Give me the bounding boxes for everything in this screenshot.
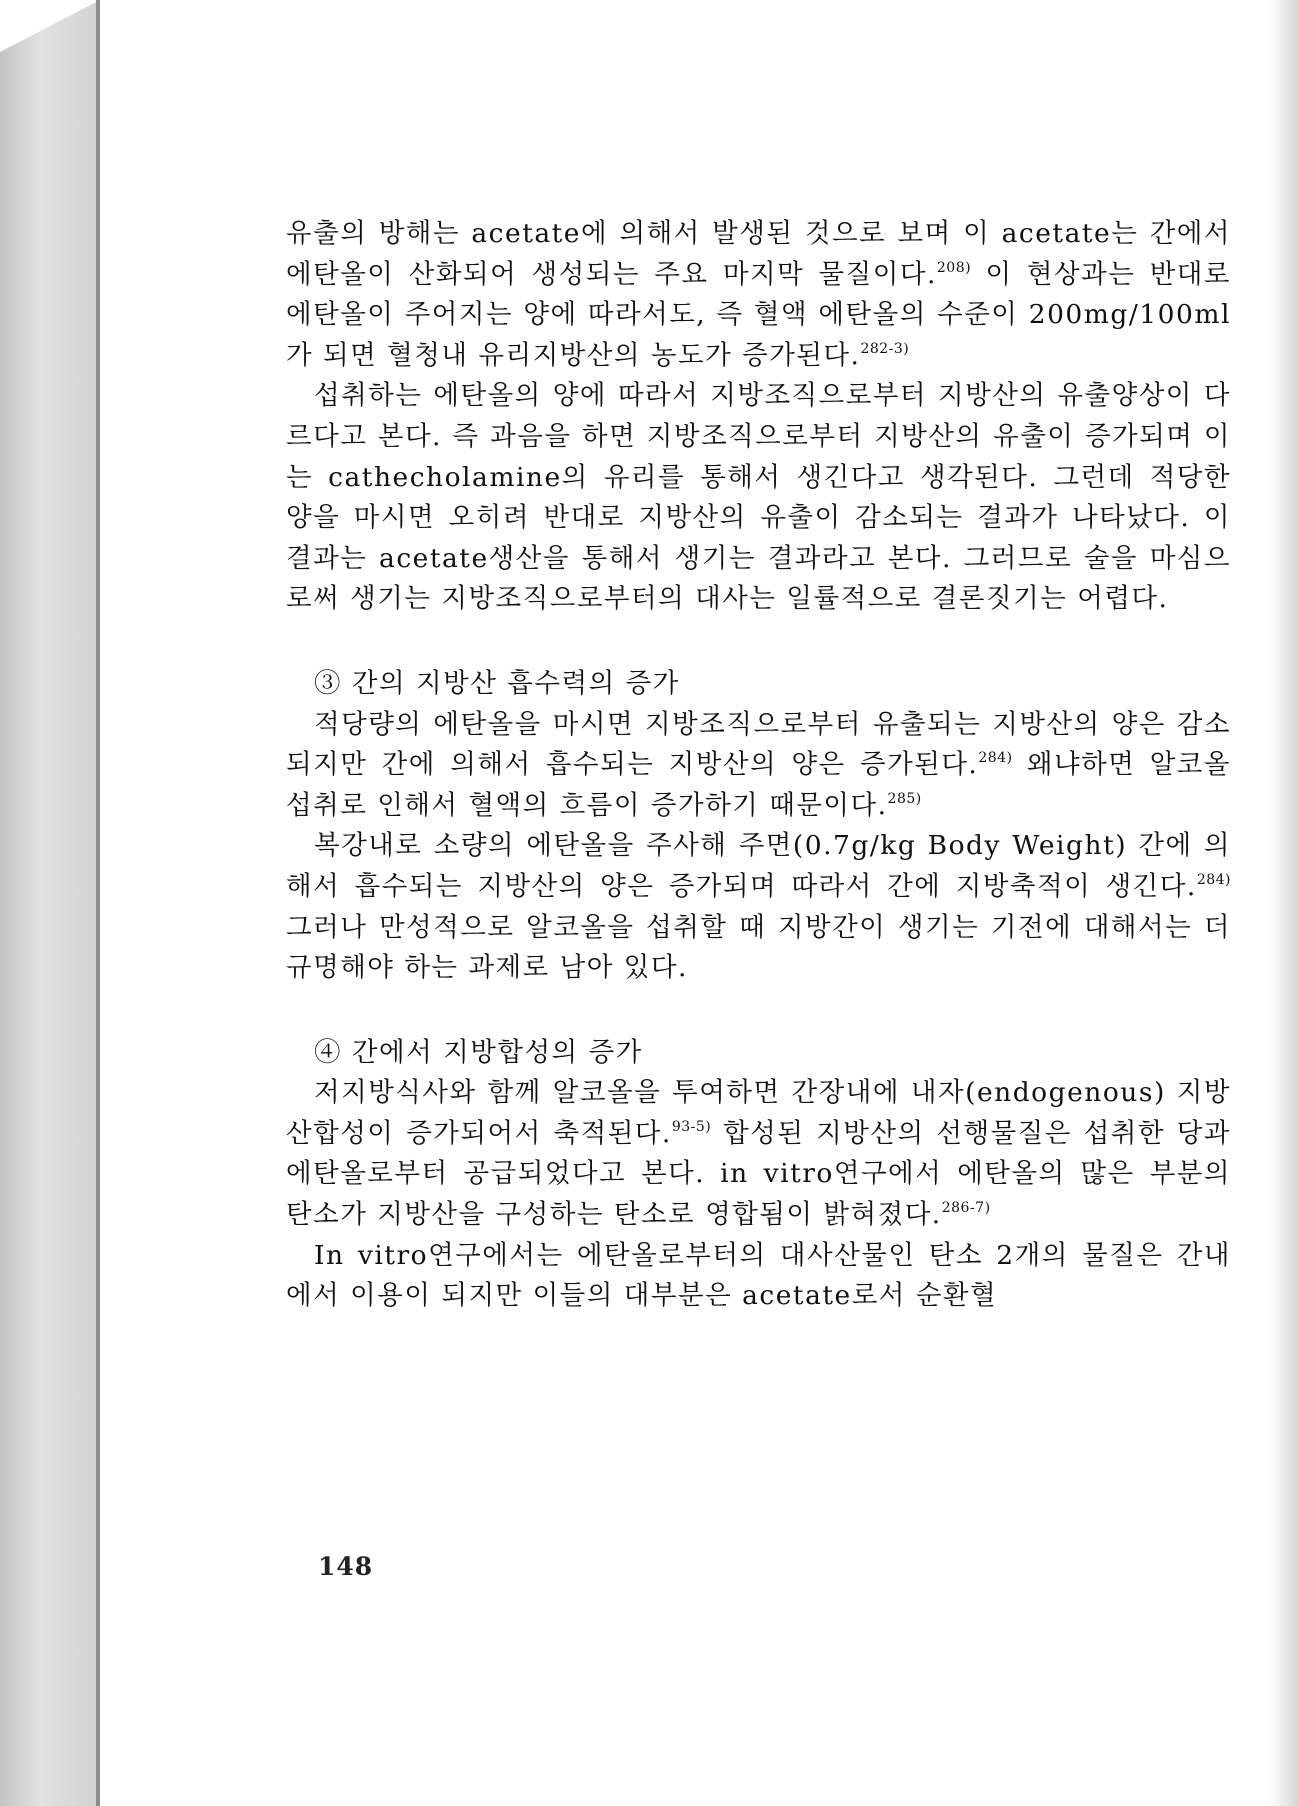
book-page [100,0,1270,1806]
page-edge-shadow [1270,0,1298,1806]
paragraph-injection [286,826,1231,988]
paragraph-liver-absorption [286,705,1231,827]
section-heading-3: ③ 간의 지방산 흡수력의 증가 [314,667,680,699]
citation-ref: 93-5) [671,1118,712,1135]
text-segment: In vitro연구에서는 에탄올로부터의 대사산물인 탄소 2개의 물질은 간내에서 이용이 되지만 이들의 대부분은 acetate로서 순환혈 [286,1239,1231,1312]
citation-ref: 285) [887,790,922,807]
text-segment: 저지방식사와 함께 알코올을 투여하면 간장내에 내자(endogenous) 지방산합성이 증가되어서 축적된다. [286,1077,1231,1149]
page-number: 148 [318,1552,374,1581]
paragraph-fat-synthesis [286,1073,1231,1235]
section-heading-4: ④ 간에서 지방합성의 증가 [314,1036,643,1068]
text-segment: 복강내로 소량의 에탄올을 주사해 주면(0.7g/kg Body Weight) 간에 의해서 흡수되는 지방산의 양은 증가되며 따라서 간에 지방축적이 생긴다. [286,830,1231,902]
text-segment: 왜냐하면 알코올 섭취로 인해서 혈액의 흐름이 증가하기 때문이다. [286,749,1231,821]
text-segment: 그러나 만성적으로 알코올을 섭취할 때 지방간이 생기는 기전에 대해서는 더 규명해야 하는 과제로 남아 있다. [286,911,1231,984]
citation-ref: 286-7) [941,1200,991,1217]
text-segment: 유출의 방해는 acetate에 의해서 발생된 것으로 보며 이 acetate는 간에서 에탄올이 산화되어 생성되는 주요 마지막 물질이다. [286,218,1231,290]
citation-ref: 208) [936,259,972,276]
citation-ref: 284) [1196,871,1231,888]
text-segment: 적당량의 에탄올을 마시면 지방조직으로부터 유출되는 지방산의 양은 감소되지만 간에 의해서 흡수되는 지방산의 양은 증가된다. [286,708,1231,781]
citation-ref: 282-3) [860,340,910,357]
text-segment: 이 현상과는 반대로 에탄올이 주어지는 양에 따라서도, 즉 혈액 에탄올의 수준이 200mg/100ml가 되면 혈청내 유리지방산의 농도가 증가된다. [286,258,1231,371]
citation-ref: 284) [978,750,1013,767]
paragraph-acetate-effect [286,214,1231,376]
paragraph-ethanol-intake [286,376,1231,620]
text-segment: 섭취하는 에탄올의 양에 따라서 지방조직으로부터 지방산의 유출양상이 다르다고 본다. 즉 과음을 하면 지방조직으로부터 지방산의 유출이 증가되며 이는 cathecholamine의 유리를 통해서 생긴다고 생각된다. 그런데 적당한 양을 마시면 오히려 반대로 지방산의 유출이 감소되는 결과가 나타났다. 이 결과는 acetate생산을 통해서 생기는 결과라고 본다. 그러므로 술을 마심으로써 생기는 지방조직으로부터의 대사는 일률적으로 결론짓기는 어렵다. [286,380,1231,615]
page-text-body [286,214,1231,1317]
book-spine [0,0,100,1806]
text-segment: 합성된 지방산의 선행물질은 섭취한 당과 에탄올로부터 공급되었다고 본다. in vitro연구에서 에탄올의 많은 부분의 탄소가 지방산을 구성하는 탄소로 영합됨이 밝혀졌다. [286,1117,1231,1231]
paragraph-in-vitro [286,1236,1231,1317]
